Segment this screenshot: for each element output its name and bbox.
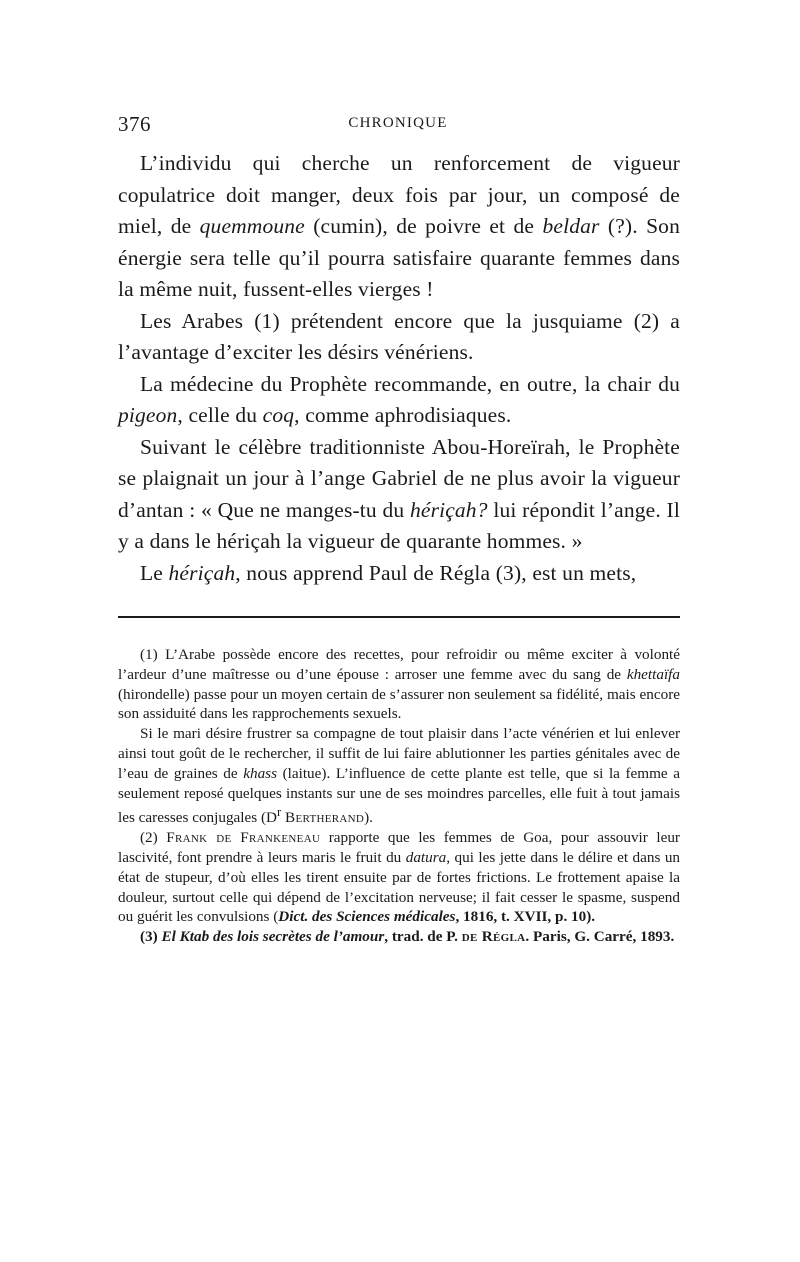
term-quemmoune: quemmoune — [199, 214, 305, 238]
footnote-2-text-e: , qui les jette dans le délire et dans un état de stupeur, d’où elles les tirent ensuite par de fortes frictions. Le frottement apaise la douleur, surtout celle qui dépend de l’excitation nerveuse; il fait cesser le spasme, suspend ou guérit les convulsions ( — [118, 849, 681, 926]
paragraph-5 — [118, 558, 680, 590]
running-title: CHRONIQUE — [348, 115, 448, 131]
footnote-3-marker: (3) — [140, 928, 162, 946]
paragraph-1 — [118, 148, 680, 306]
paragraph-5-text-a: Le — [140, 560, 169, 585]
term-coq: coq — [262, 403, 295, 427]
footnote-1 — [118, 645, 680, 724]
doctor-abbrev-superscript: r — [277, 805, 282, 820]
paragraph-5-text-c: , nous apprend Paul de Régla (3), est un mets, — [235, 560, 637, 585]
main-text — [118, 148, 680, 589]
footnote-1-continued — [118, 724, 680, 828]
author-de-regla: de Régla — [461, 928, 526, 946]
paragraph-3-text-e: , comme aphrodisiaques. — [294, 403, 512, 427]
footnote-3-text-c: , trad. de P. — [384, 928, 462, 946]
footnote-1-text-c: (hirondelle) passe pour un moyen certain de s’assurer non seulement sa fidélité, mais encore son assiduité dans les rapprochements sexuels. — [118, 685, 680, 723]
paragraph-4-text-c: lui répondit l’ange. Il y a dans le hériçah la vigueur de quarante hommes. » — [118, 497, 680, 553]
footnote-separator — [118, 616, 680, 618]
term-khass: khass — [243, 764, 277, 782]
paragraph-1-text-c: (cumin), de poivre et de — [304, 214, 543, 238]
paragraph-3-text-c: , celle du — [177, 403, 263, 427]
author-bertherand: Bertherand — [285, 809, 365, 827]
footnote-2-text-g: , 1816, t. XVII, p. 10). — [455, 908, 596, 926]
footnote-1-text-a: (1) L’Arabe possède encore des recettes, pour refroidir ou même exciter à volonté l’ardeur d’une maîtresse ou d’une épouse : arroser une femme avec du sang de — [118, 646, 680, 683]
source-el-ktab: El Ktab des lois secrètes de l’amour — [161, 928, 385, 946]
footnote-2-marker: (2) — [140, 829, 167, 847]
term-beldar: beldar — [542, 214, 600, 238]
paragraph-4 — [118, 432, 680, 558]
paragraph-1-text-a: L’individu qui cherche un renforcement de vigueur copulatrice doit manger, deux fois par jour, un composé de miel, de — [118, 151, 680, 238]
footnotes — [118, 645, 680, 947]
paragraph-1-text-e: (?). Son énergie sera telle qu’il pourra satisfaire quarante femmes dans la même nuit, fussent-elles vierges ! — [118, 214, 680, 301]
source-dict-sciences-medicales: Dict. des Sciences médicales — [278, 908, 456, 926]
term-hericah-2: hériçah — [168, 560, 236, 585]
paragraph-2: Les Arabes (1) prétendent encore que la jusquiame (2) a l’avantage d’exciter les désirs vénériens. — [118, 308, 680, 364]
footnote-3 — [118, 927, 680, 947]
paragraph-4-text-a: Suivant le célèbre traditionniste Abou-Horeïrah, le Prophète se plaignait un jour à l’ange Gabriel de ne plus avoir la vigueur d’antan : « Que ne manges-tu du — [118, 434, 680, 522]
term-pigeon: pigeon — [118, 403, 178, 427]
term-datura: datura — [405, 849, 447, 867]
footnote-3-text-e: . Paris, G. Carré, 1893. — [525, 928, 675, 946]
author-frank-de-frankeneau: Frank de Frankeneau — [166, 829, 321, 847]
page-header — [118, 112, 678, 142]
page-number: 376 — [118, 112, 151, 136]
footnote-1b-text-a: Si le mari désire frustrer sa compagne de tout plaisir dans l’acte vénérien et lui enlever ainsi tout goût de le rechercher, il suffit de lui faire ablutionner les parties génitales avec de l’eau de graines de — [118, 725, 680, 782]
footnote-1b-text-c: (laitue). L’influence de cette plante est telle, que si la femme a seulement reposé quelques instants sur une de ses moindres parcelles, elle fuit à tout jamais les caresses conjugales (D — [118, 764, 680, 827]
footnote-2 — [118, 828, 680, 927]
footnote-2-text-c: rapporte que les femmes de Goa, pour assouvir leur lascivité, font prendre à leurs maris le fruit du — [118, 829, 680, 867]
paragraph-3-text-a: La médecine du Prophète recommande, en outre, la chair du — [140, 371, 680, 396]
term-khettaifa: khettaïfa — [626, 665, 680, 683]
footnote-1b-text-f: ). — [364, 809, 373, 827]
term-hericah: hériçah? — [409, 497, 488, 522]
paragraph-3 — [118, 369, 680, 432]
